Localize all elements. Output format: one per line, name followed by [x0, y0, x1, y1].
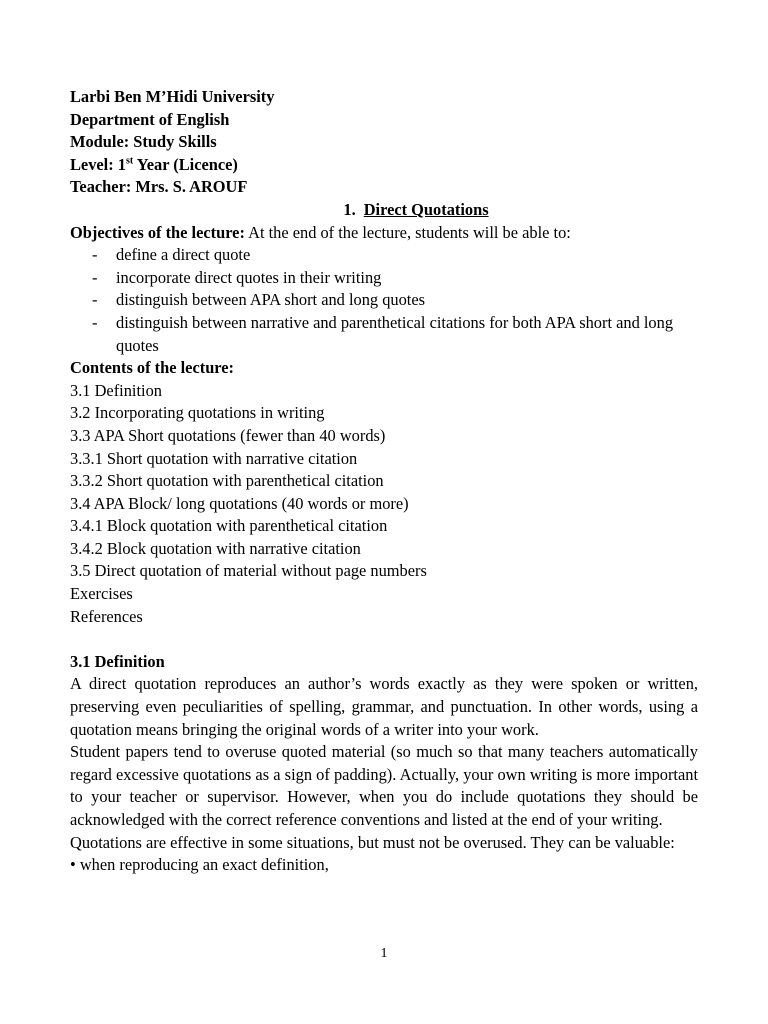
contents-item: 3.3.1 Short quotation with narrative citation [70, 448, 358, 468]
document-page [70, 86, 698, 877]
objectives-label: Objectives of the lecture: [70, 222, 245, 242]
spacer [70, 628, 698, 651]
contents-item: 3.2 Incorporating quotations in writing [70, 403, 325, 423]
contents-item: 3.3.2 Short quotation with parenthetical citation [70, 471, 384, 491]
definition-paragraph: A direct quotation reproduces an author’s words exactly as they were spoken or written, preserving even peculiarities of spelling, grammar, and punctuation. In other words, using a quotation means bringing the original words of a writer into your work. [70, 674, 698, 739]
objective-item: - distinguish between narrative and parenthetical citations for both APA short and long quotes [92, 312, 674, 355]
definition-heading: 3.1 Definition [70, 651, 165, 671]
contents-item: References [70, 606, 143, 626]
level-superscript: st [125, 155, 134, 167]
level-suffix: Year (Licence) [133, 154, 238, 174]
contents-label: Contents of the lecture: [70, 358, 235, 378]
objectives-intro: At the end of the lecture, students will be able to: [244, 222, 571, 242]
contents-item: 3.3 APA Short quotations (fewer than 40 words) [70, 425, 386, 445]
contents-item: 3.4 APA Block/ long quotations (40 words or more) [70, 493, 409, 513]
objectives-list [70, 244, 698, 357]
contents-item: 3.4.1 Block quotation with parenthetical citation [70, 516, 388, 536]
definition-bullet: • when reproducing an exact definition, [70, 855, 329, 875]
level-prefix: Level: 1 [70, 154, 126, 174]
page-number: 1 [380, 946, 388, 961]
objectives-line [70, 222, 698, 245]
objective-item: - distinguish between APA short and long quotes [92, 290, 425, 310]
department-name: Department of English [70, 109, 230, 129]
teacher-name: Teacher: Mrs. S. AROUF [70, 177, 248, 197]
module-name: Module: Study Skills [70, 132, 217, 152]
section-title [70, 199, 698, 222]
contents-item: 3.1 Definition [70, 380, 162, 400]
definition-paragraph: Student papers tend to overuse quoted material (so much so that many teachers automatically regard excessive quotations as a sign of padding). Actually, your own writing is more important to your teacher or supervisor. However, when you do include quotations they should be acknowledged with the correct reference conventions and listed at the end of your writing. [70, 742, 698, 829]
objective-item: - incorporate direct quotes in their writing [92, 267, 382, 287]
objective-item: - define a direct quote [92, 245, 251, 265]
section-number: 1. [343, 199, 356, 219]
contents-item: 3.5 Direct quotation of material without page numbers [70, 561, 427, 581]
contents-item: Exercises [70, 584, 133, 604]
contents-item: 3.4.2 Block quotation with narrative citation [70, 538, 361, 558]
level-line [70, 154, 698, 177]
university-name: Larbi Ben M’Hidi University [70, 87, 275, 106]
definition-paragraph: Quotations are effective in some situations, but must not be overused. They can be valuable: [70, 832, 675, 852]
section-title-text: Direct Quotations [363, 199, 489, 219]
